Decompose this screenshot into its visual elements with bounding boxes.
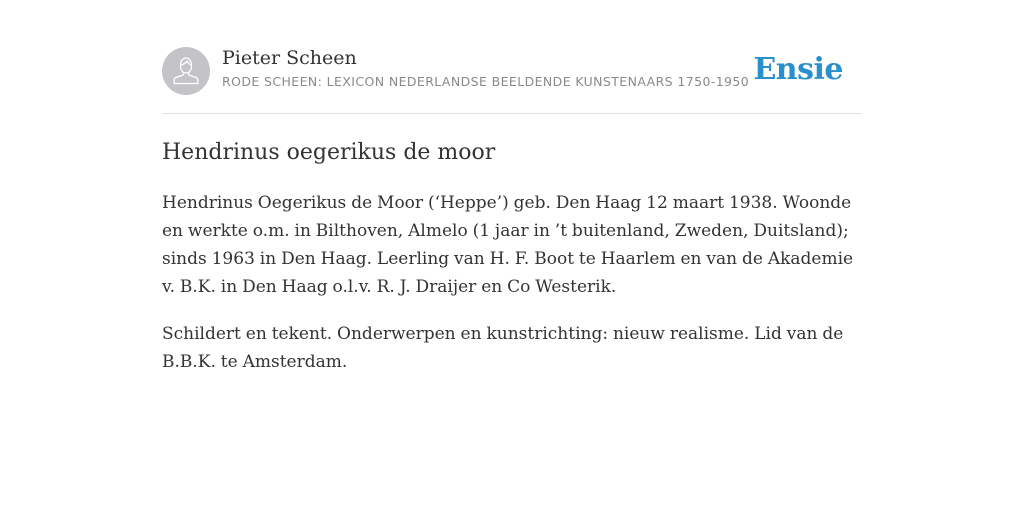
entry-body <box>162 189 862 395</box>
entry-title: Hendrinus oegerikus de moor <box>162 140 496 165</box>
brand-logo[interactable]: Ensie <box>753 52 843 87</box>
source-title[interactable]: RODE SCHEEN: LEXICON NEDERLANDSE BEELDENDE KUNSTENAARS 1750-1950 <box>222 74 750 89</box>
entry-paragraph: Hendrinus Oegerikus de Moor (‘Heppe’) geb. Den Haag 12 maart 1938. Woonde en werkte o.m. in Bilthoven, Almelo (1 jaar in ’t buitenland, Zweden, Duitsland); sinds 1963 in Den Haag. Leerling van H. F. Boot te Haarlem en van de Akademie v. B.K. in Den Haag o.l.v. R. J. Draijer en Co Westerik. <box>162 193 854 297</box>
header-divider <box>162 113 862 114</box>
author-name[interactable]: Pieter Scheen <box>222 47 357 69</box>
entry-paragraph: Schildert en tekent. Onderwerpen en kunstrichting: nieuw realisme. Lid van de B.B.K. te Amsterdam. <box>162 324 844 372</box>
entry-card <box>162 0 862 512</box>
user-avatar-icon[interactable] <box>162 47 210 95</box>
entry-header <box>162 46 862 96</box>
